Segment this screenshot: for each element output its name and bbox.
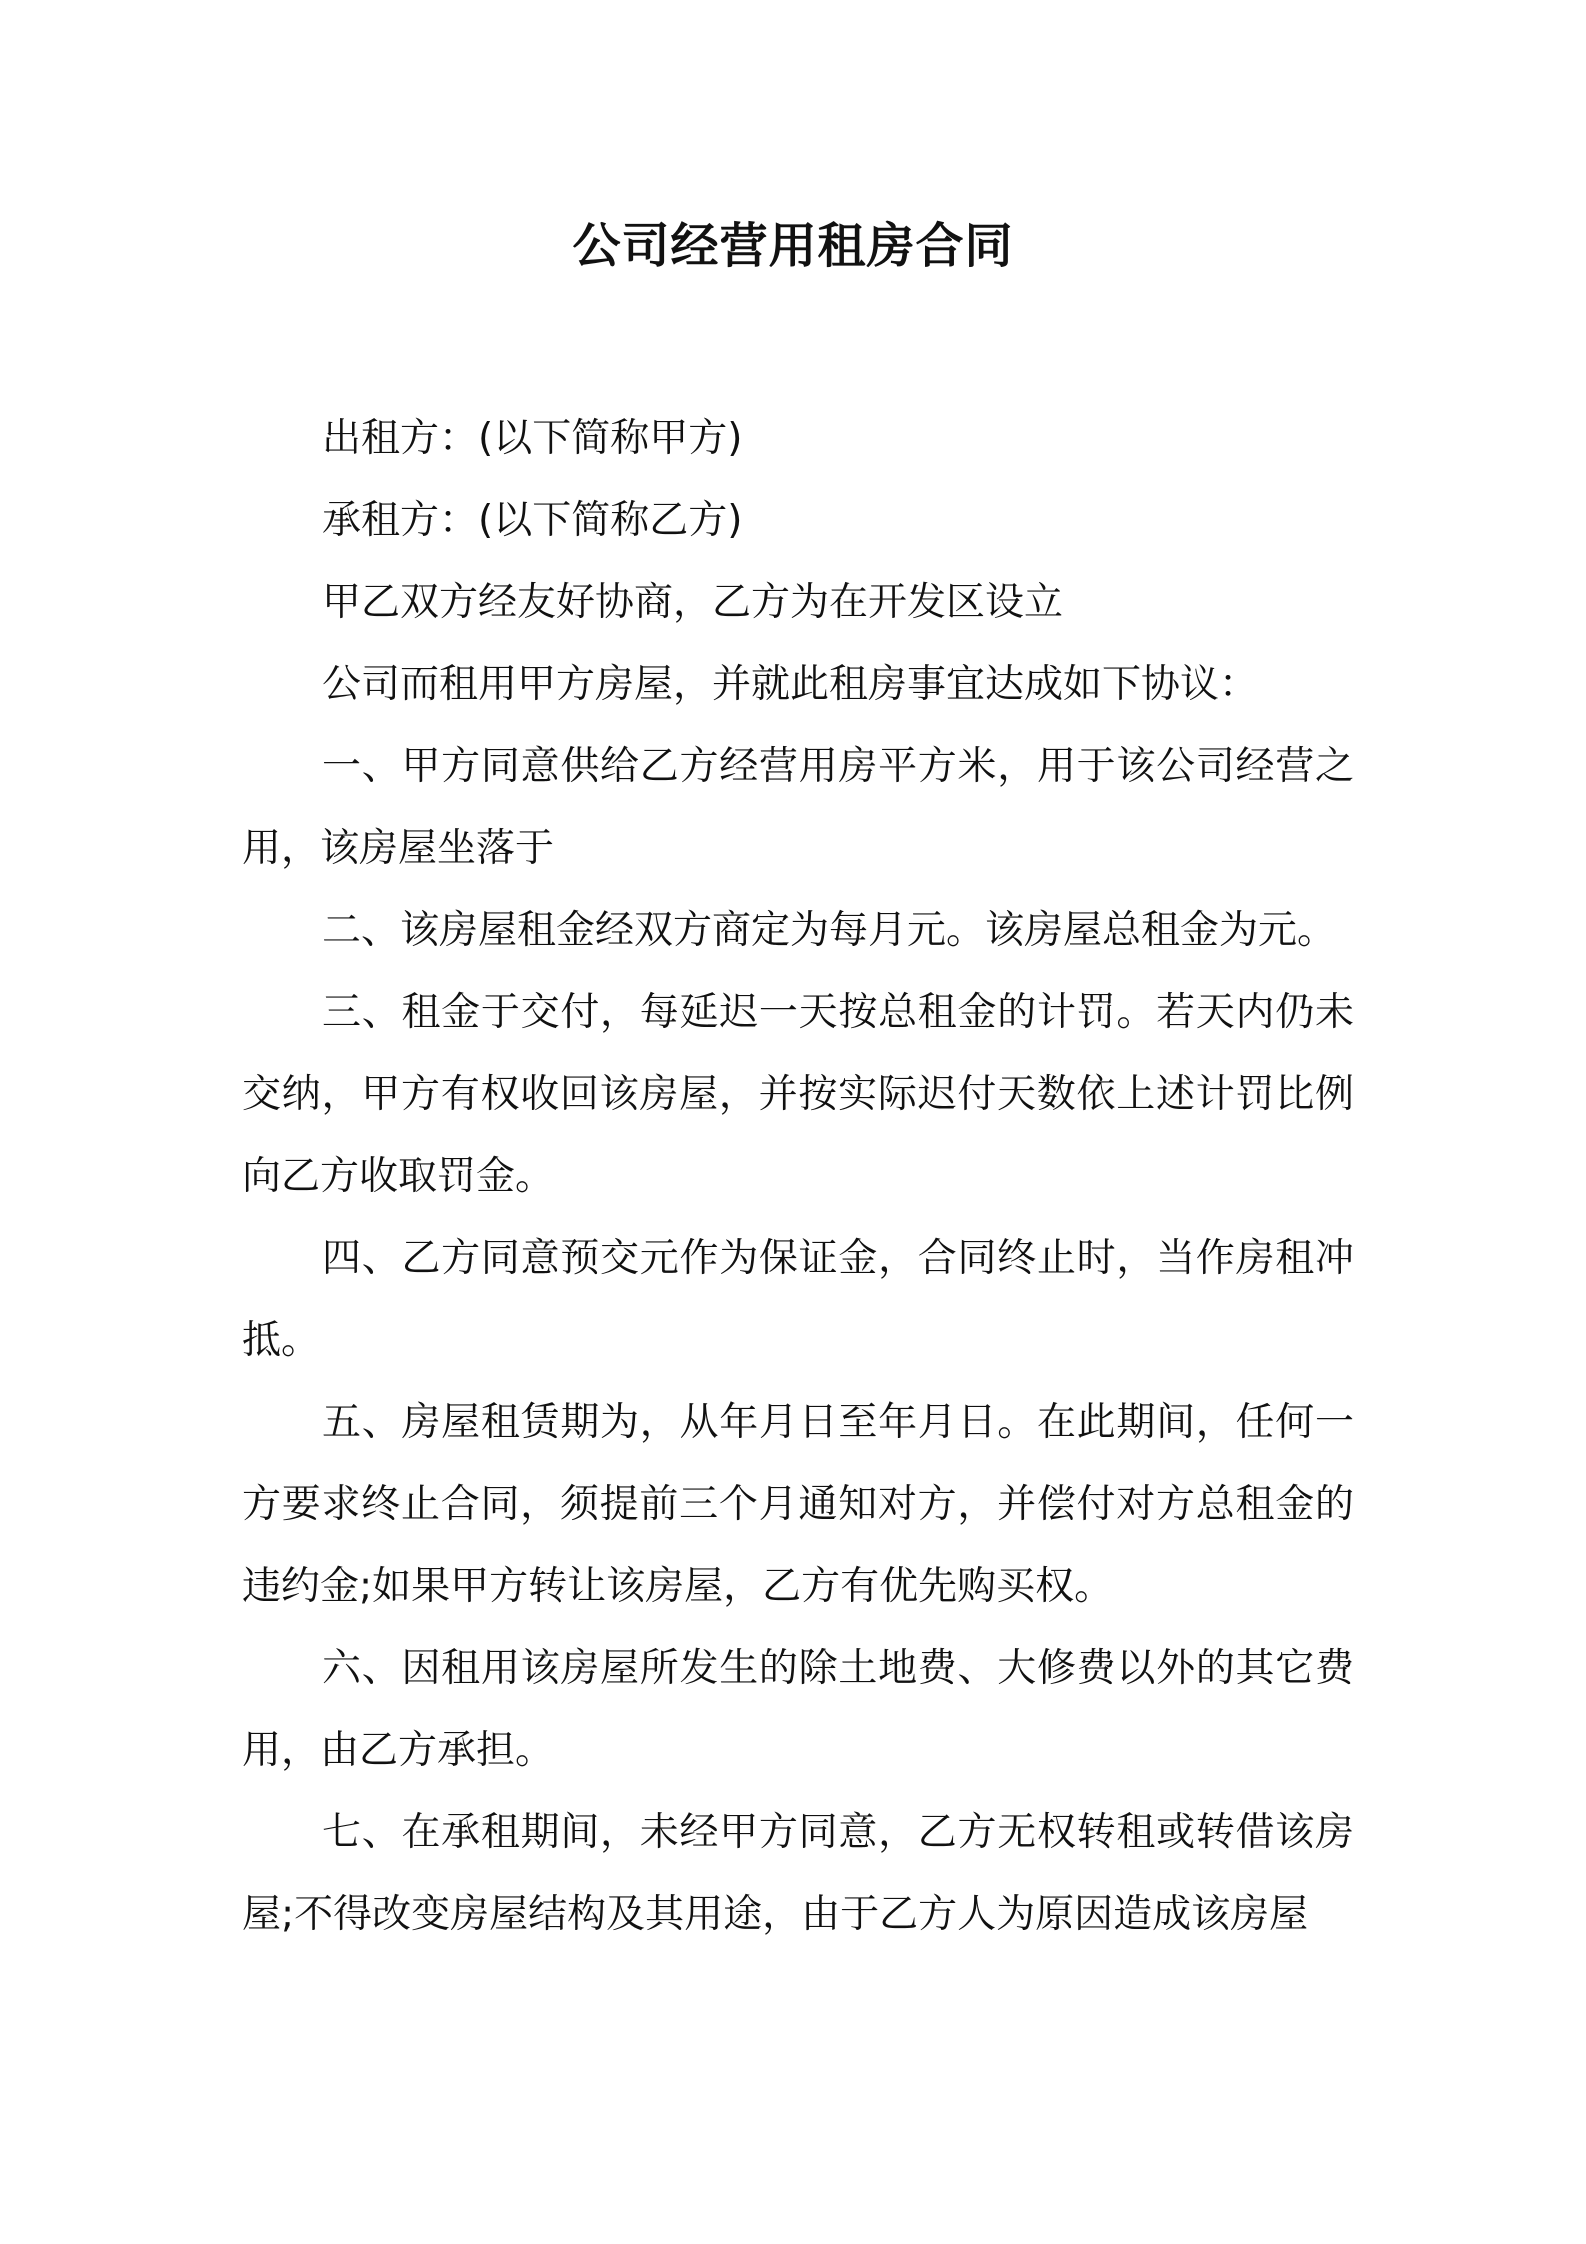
clause-6: 六、因租用该房屋所发生的除土地费、大修费以外的其它费用，由乙方承担。: [242, 1646, 1354, 1773]
lessor-line: 出租方：(以下简称甲方): [322, 416, 743, 461]
clause-5: 五、房屋租赁期为，从年月日至年月日。在此期间，任何一方要求终止合同，须提前三个月通知对方，并偿付对方总租金的违约金;如果甲方转让该房屋，乙方有优先购买权。: [242, 1400, 1354, 1609]
intro-line-1: 甲乙双方经友好协商，乙方为在开发区设立: [322, 580, 1064, 625]
intro-line-2: 公司而租用甲方房屋，并就此租房事宜达成如下协议：: [322, 662, 1259, 707]
lessee-line: 承租方：(以下简称乙方): [322, 498, 743, 543]
clause-4: 四、乙方同意预交元作为保证金，合同终止时，当作房租冲抵。: [242, 1236, 1354, 1363]
document-title: 公司经营用租房合同: [572, 218, 1014, 274]
clause-2: 二、该房屋租金经双方商定为每月元。该房屋总租金为元。: [322, 908, 1337, 953]
document-body: [242, 398, 1354, 1956]
clause-1: 一、甲方同意供给乙方经营用房平方米，用于该公司经营之用，该房屋坐落于: [242, 744, 1354, 871]
clause-3: 三、租金于交付，每延迟一天按总租金的计罚。若天内仍未交纳，甲方有权收回该房屋，并按实际迟付天数依上述计罚比例向乙方收取罚金。: [242, 990, 1354, 1199]
clause-7: 七、在承租期间，未经甲方同意，乙方无权转租或转借该房屋;不得改变房屋结构及其用途，由于乙方人为原因造成该房屋: [242, 1810, 1354, 1937]
